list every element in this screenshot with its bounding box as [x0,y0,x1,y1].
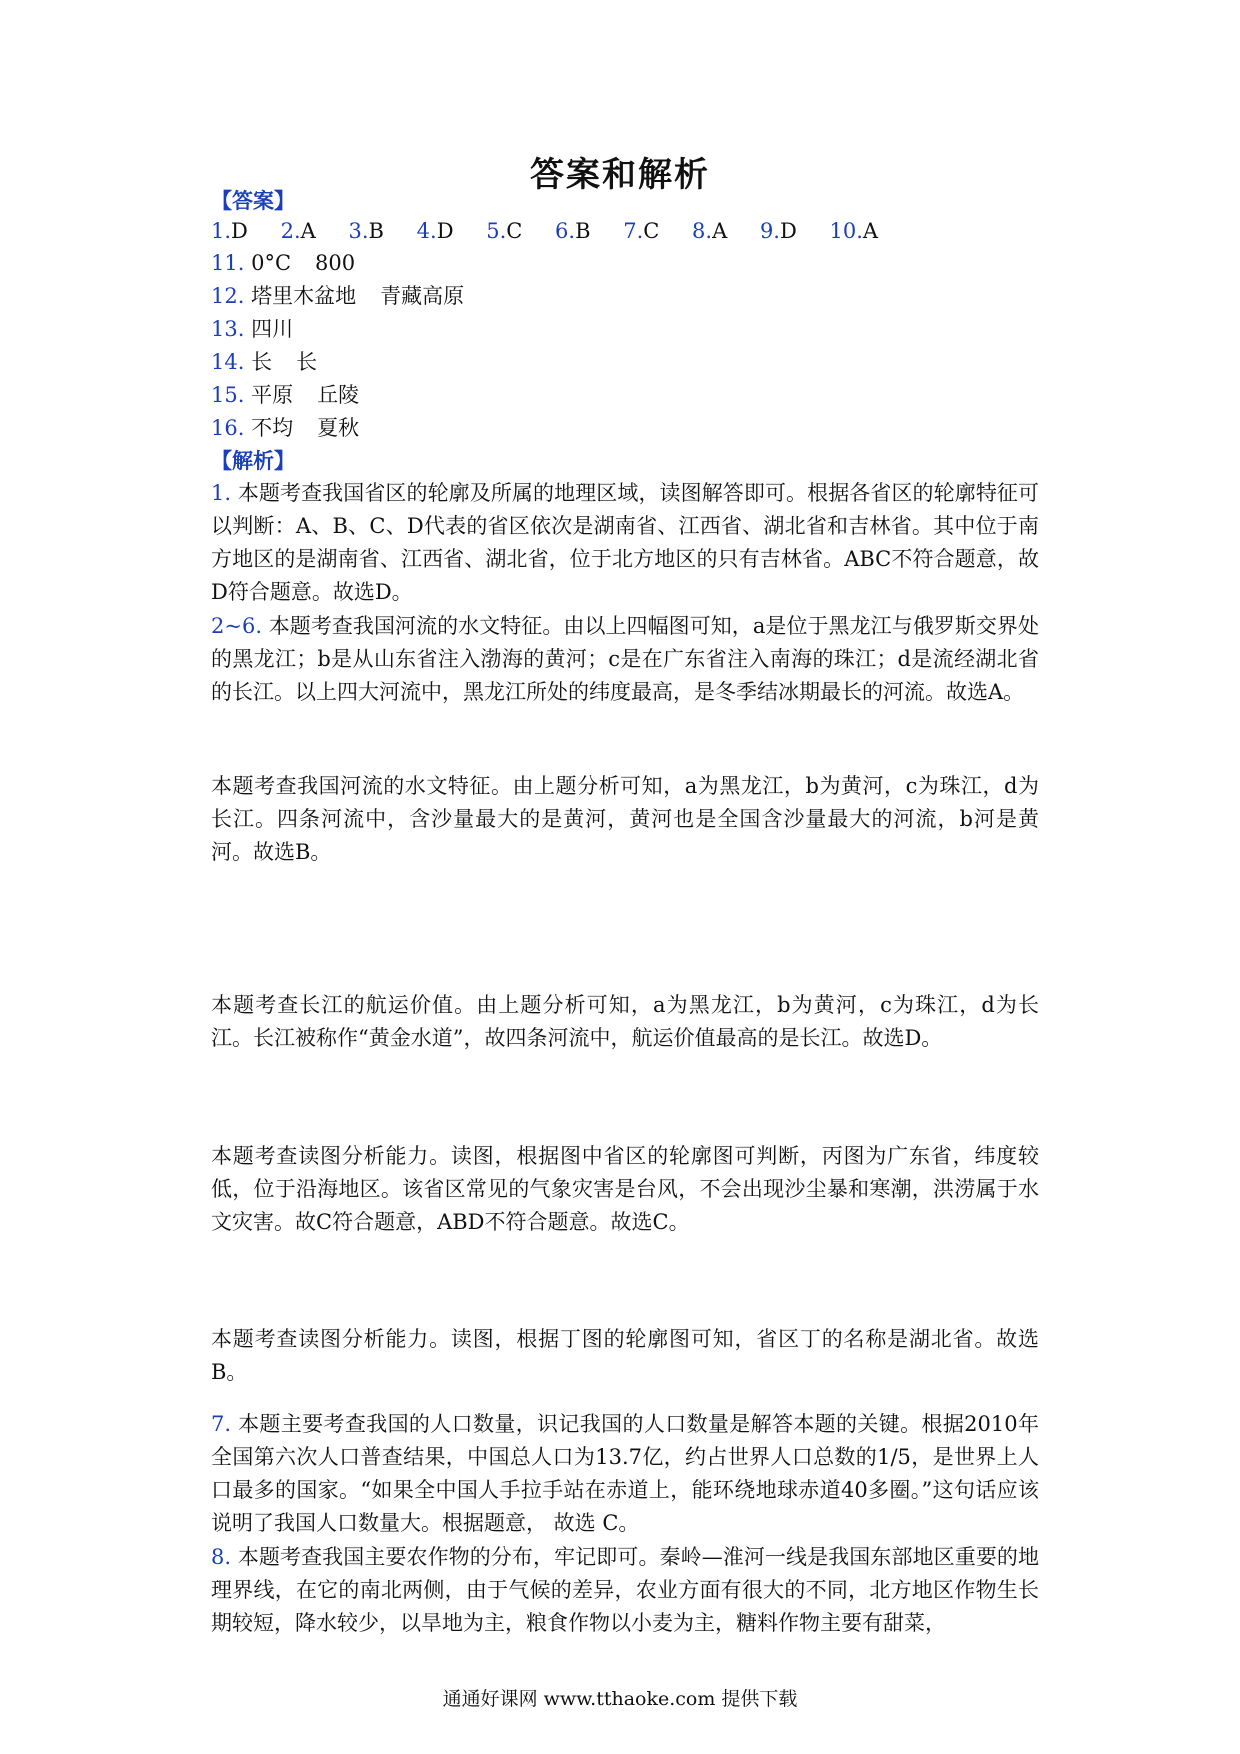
mc-answer-5: 5.C [486,219,523,243]
fill-answer-14: 14. 长 长 [211,350,318,374]
mc-answer-3: 3.B [348,219,384,243]
analysis-heading: 【解析】 [211,448,295,473]
fill-answer-16: 16. 不均 夏秋 [211,416,360,440]
analysis-3: 本题考查我国河流的水文特征。由上题分析可知，a为黑龙江，b为黄河，c为珠江，d为长江。四条河流中，含沙量最大的是黄河，黄河也是全国含沙量最大的河流，b河是黄河。故选B。 [211,774,1039,864]
analysis-1: 1. 本题考查我国省区的轮廓及所属的地理区域，读图解答即可。根据各省区的轮廓特征可以判断：A、B、C、D代表的省区依次是湖南省、江西省、湖北省和吉林省。其中位于南方地区的是湖南省、江西省、湖北省，位于北方地区的只有吉林省。ABC不符合题意，故D符合题意。故选D。 [211,481,1039,604]
mc-answer-4: 4.D [416,219,454,243]
fill-answer-11: 11. 0°C 800 [211,251,356,275]
mc-answer-9: 9.D [759,219,797,243]
fill-answer-12: 12. 塔里木盆地 青藏高原 [211,284,465,308]
analysis-7: 7. 本题主要考查我国的人口数量，识记我国的人口数量是解答本题的关键。根据2010年全国第六次人口普查结果，中国总人口为13.7亿，约占世界人口总数的1/5，是世界上人口最多的国家。“如果全中国人手拉手站在赤道上，能环绕地球赤道40多圈。”这句话应该说明了我国人口数量大。根据题意， 故选 C。 [211,1412,1039,1535]
fill-answer-13: 13. 四川 [211,317,294,341]
mc-answer-8: 8.A [692,219,728,243]
analysis-6: 本题考查读图分析能力。读图，根据丁图的轮廓图可知，省区丁的名称是湖北省。故选B。 [211,1327,1039,1384]
analysis-2-6: 2~6. 本题考查我国河流的水文特征。由以上四幅图可知，a是位于黑龙江与俄罗斯交界处的黑龙江；b是从山东省注入渤海的黄河；c是在广东省注入南海的珠江；d是流经湖北省的长江。以上四大河流中，黑龙江所处的纬度最高，是冬季结冰期最长的河流。故选A。 [211,614,1039,704]
fill-answer-15: 15. 平原 丘陵 [211,383,360,407]
answer-heading: 【答案】 [211,188,295,213]
analysis-4: 本题考查长江的航运价值。由上题分析可知，a为黑龙江，b为黄河，c为珠江，d为长江。长江被称作“黄金水道”，故四条河流中，航运价值最高的是长江。故选D。 [211,993,1039,1050]
mc-answer-7: 7.C [623,219,660,243]
mc-answer-1: 1.D [211,219,248,243]
analysis-5: 本题考查读图分析能力。读图，根据图中省区的轮廓图可判断，丙图为广东省，纬度较低，位于沿海地区。该省区常见的气象灾害是台风，不会出现沙尘暴和寒潮，洪涝属于水文灾害。故C符合题意，ABD不符合题意。故选C。 [211,1144,1039,1234]
mc-answer-2: 2.A [280,219,316,243]
page-footer: 通通好课网 www.tthaoke.com 提供下载 [442,1688,798,1710]
mc-answer-6: 6.B [555,219,591,243]
mc-answer-10: 10.A [829,219,879,243]
mc-answer-row [211,216,1041,246]
page-title: 答案和解析 [530,155,710,195]
analysis-8: 8. 本题考查我国主要农作物的分布，牢记即可。秦岭—淮河一线是我国东部地区重要的地理界线，在它的南北两侧，由于气候的差异，农业方面有很大的不同，北方地区作物生长期较短，降水较少，以旱地为主，粮食作物以小麦为主，糖料作物主要有甜菜， [211,1545,1039,1635]
